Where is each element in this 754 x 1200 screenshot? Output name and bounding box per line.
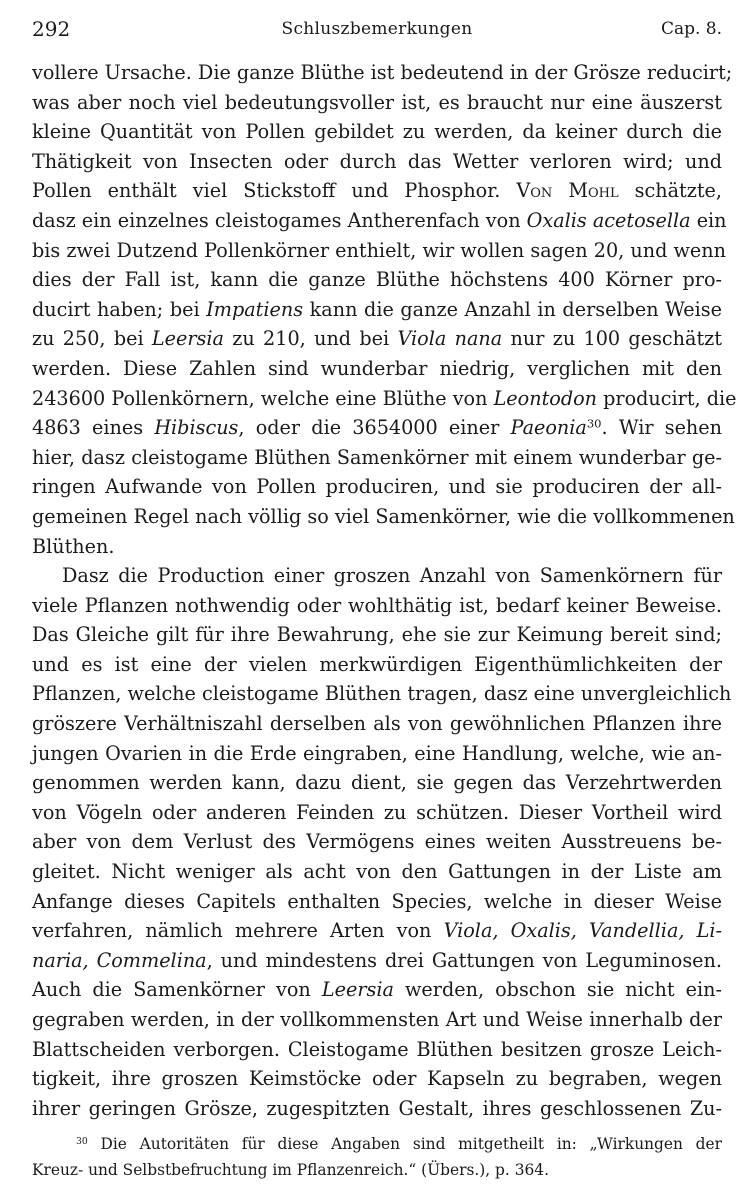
italic-text: Paeonia xyxy=(510,416,587,440)
text-run: werden. Diese Zahlen sind wunderbar niedrig, verglichen mit den xyxy=(32,356,722,380)
text-run: producirt, die xyxy=(597,386,737,410)
footnote-section xyxy=(32,1131,722,1183)
text-run: schätzte, xyxy=(618,179,722,203)
text-line xyxy=(32,1005,722,1035)
text-run: aber von dem Verlust des Vermögens eines weiten Ausstreuens be- xyxy=(32,830,722,854)
text-run: gegraben werden, in der vollkommensten Art und Weise innerhalb der xyxy=(32,1008,722,1031)
text-run: bis zwei Dutzend Pollenkörner enthielt, wir wollen sagen 20, und wenn xyxy=(32,238,726,262)
text-line xyxy=(32,324,722,354)
footnote-line xyxy=(32,1131,722,1157)
italic-text: Viola nana xyxy=(397,327,503,351)
text-run: Dasz die Production einer groszen Anzahl von Samenkörnern für xyxy=(62,564,722,588)
footnote-line xyxy=(32,1157,722,1183)
body-text xyxy=(32,58,737,1123)
text-run: jungen Ovarien in die Erde eingraben, eine Handlung, welche, wie an- xyxy=(32,741,722,765)
text-line xyxy=(32,1064,722,1094)
text-run: von Vögeln oder anderen Feinden zu schützen. Dieser Vortheil wird xyxy=(32,800,722,824)
text-line xyxy=(32,413,722,443)
text-line xyxy=(32,679,732,709)
text-run: gleitet. Nicht weniger als acht von den Gattungen in der Liste am xyxy=(32,860,722,884)
text-run: tigkeit, ihre groszen Keimstöcke oder Kapseln zu begraben, wegen xyxy=(32,1067,722,1091)
text-run: dasz ein einzelnes cleistogames Antherenfach von xyxy=(32,208,527,232)
text-run: Auch die Samenkörner von xyxy=(32,978,322,1002)
author-name: Von Mohl xyxy=(516,179,619,203)
text-run: kann die ganze Anzahl in derselben Weise xyxy=(303,297,723,321)
text-run: kleine Quantität von Pollen gebildet zu werden, da keiner durch die xyxy=(32,120,722,144)
text-line xyxy=(32,768,722,798)
text-line xyxy=(32,827,722,857)
page-number: 292 xyxy=(32,17,71,41)
text-line xyxy=(32,236,726,266)
running-title: Schluszbemerkungen xyxy=(281,19,473,39)
text-run: , oder die 3654000 einer xyxy=(238,416,511,440)
italic-text: Leontodon xyxy=(493,386,598,410)
text-run: ihrer geringen Grösze, zugespitzten Gestalt, ihres geschlossenen Zu- xyxy=(32,1096,722,1120)
text-line xyxy=(32,798,722,828)
text-run: , und mindestens drei Gattungen von Leguminosen. xyxy=(206,948,722,972)
text-run: Blattscheiden verborgen. Cleistogame Blüthen besitzen grosze Leich- xyxy=(32,1037,722,1061)
text-run: ein xyxy=(690,208,727,232)
italic-text: naria, Commelina xyxy=(32,948,207,972)
footnote-marker[interactable]: 30 xyxy=(586,416,602,431)
text-line xyxy=(32,384,737,414)
text-run: Blüthen. xyxy=(32,534,115,558)
text-line xyxy=(32,946,722,976)
paragraph xyxy=(32,58,737,561)
paragraph xyxy=(32,561,732,1123)
text-run: viele Pflanzen nothwendig oder wohlthätig ist, bedarf keiner Beweise. xyxy=(32,593,722,617)
text-line xyxy=(32,354,722,384)
italic-text: Leersia xyxy=(151,327,224,351)
text-line xyxy=(32,916,722,946)
text-run: und es ist eine der vielen merkwürdigen Eigenthümlichkeiten der xyxy=(32,652,722,676)
text-run: nur zu 100 geschätzt xyxy=(502,327,722,351)
text-line xyxy=(32,532,722,562)
text-line xyxy=(32,1094,722,1124)
text-run: Die Autoritäten für diese Angaben sind mitgetheilt in: „Wirkungen der xyxy=(87,1135,722,1153)
italic-text: Oxalis acetosella xyxy=(526,208,691,232)
text-line xyxy=(32,88,722,118)
text-line xyxy=(32,561,722,591)
text-line xyxy=(32,206,727,236)
text-line xyxy=(32,857,722,887)
page-header xyxy=(32,14,722,44)
text-run: zu 250, bei xyxy=(32,327,152,351)
text-run: ducirt haben; bei xyxy=(32,297,207,321)
text-run: hier, dasz cleistogame Blüthen Samenkörner mit einem wunderbar ge- xyxy=(32,445,722,469)
text-run: gemeinen Regel nach völlig so viel Samenkörner, wie die vollkommenen xyxy=(32,504,735,528)
text-line xyxy=(32,58,733,88)
text-line xyxy=(32,295,722,325)
text-run: . Wir sehen xyxy=(601,416,723,440)
text-run: was aber noch viel bedeutungsvoller ist, es braucht nur eine äuszerst xyxy=(32,90,722,114)
text-line xyxy=(32,650,722,680)
text-run: werden, obschon sie nicht ein- xyxy=(393,978,723,1002)
text-line xyxy=(32,591,722,621)
text-run: Pflanzen, welche cleistogame Blüthen tragen, dasz eine unvergleichlich xyxy=(32,682,732,706)
text-run: 243600 Pollenkörnern, welche eine Blüthe von xyxy=(32,386,494,410)
text-line xyxy=(32,176,722,206)
text-line xyxy=(32,117,722,147)
text-run: vollere Ursache. Die ganze Blüthe ist bedeutend in der Grösze reducirt; xyxy=(32,61,733,84)
footnote xyxy=(32,1131,722,1183)
text-run: Pollen enthält viel Stickstoff und Phosphor. xyxy=(32,179,517,203)
text-line xyxy=(32,620,722,650)
text-line xyxy=(32,147,722,177)
text-run: Kreuz- und Selbstbefruchtung im Pflanzenreich.“ (Übers.), p. 364. xyxy=(32,1161,549,1179)
text-run: dies der Fall ist, kann die ganze Blüthe höchstens 400 Körner pro- xyxy=(32,268,722,292)
text-run: zu 210, und bei xyxy=(223,327,398,351)
text-line xyxy=(32,502,735,532)
text-run: gröszere Verhältniszahl derselben als von gewöhnlichen Pflanzen ihre xyxy=(32,712,722,736)
text-run: Anfange dieses Capitels enthalten Species, welche in dieser Weise xyxy=(32,889,722,913)
text-line xyxy=(32,975,722,1005)
text-run: Das Gleiche gilt für ihre Bewahrung, ehe sie zur Keimung bereit sind; xyxy=(32,623,722,647)
italic-text: Hibiscus xyxy=(154,416,239,440)
text-run: 4863 eines xyxy=(32,416,155,440)
text-line xyxy=(32,739,722,769)
chapter-label: Cap. 8. xyxy=(660,19,722,39)
italic-text: Leersia xyxy=(321,978,394,1002)
text-line xyxy=(32,265,722,295)
text-run: verfahren, nämlich mehrere Arten von xyxy=(32,919,444,943)
text-line xyxy=(32,472,722,502)
text-line xyxy=(32,887,722,917)
text-line xyxy=(32,443,722,473)
text-line xyxy=(32,1035,722,1065)
text-run: genommen werden kann, dazu dient, sie gegen das Verzehrtwerden xyxy=(32,771,722,795)
footnote-marker[interactable]: 30 xyxy=(76,1135,88,1147)
text-run: ringen Aufwande von Pollen produciren, und sie produciren der all- xyxy=(32,475,722,499)
text-run: Thätigkeit von Insecten oder durch das Wetter verloren wird; und xyxy=(32,149,722,173)
text-line xyxy=(32,709,722,739)
italic-text: Impatiens xyxy=(206,297,304,321)
italic-text: Viola, Oxalis, Vandellia, Li- xyxy=(443,919,723,943)
